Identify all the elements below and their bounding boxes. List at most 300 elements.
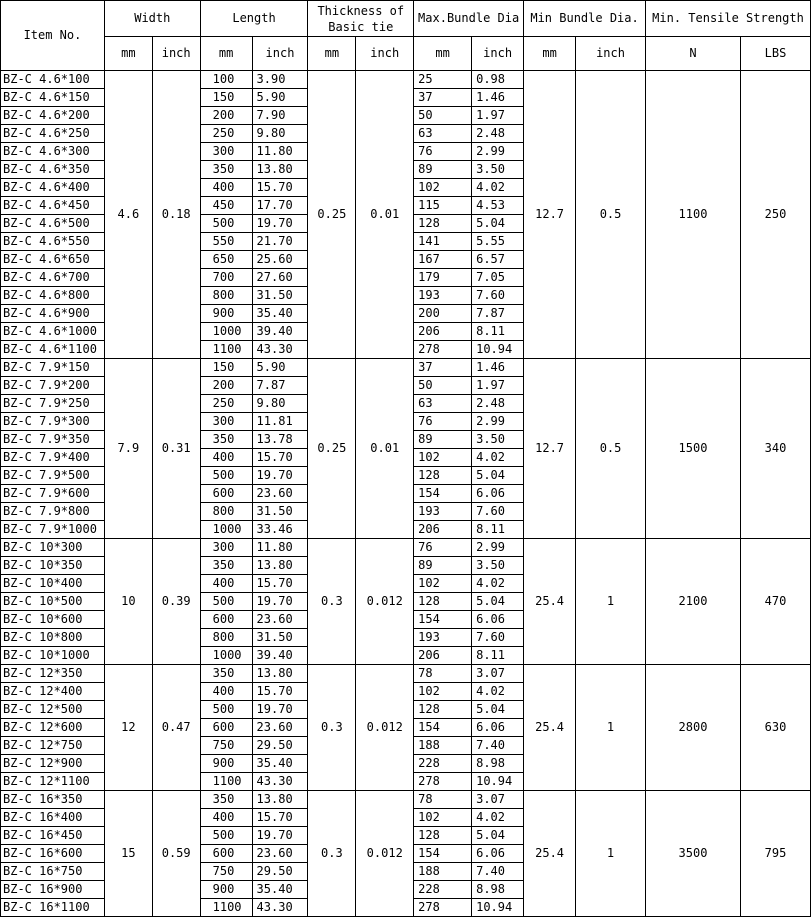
min-bundle-inch-cell: 1 bbox=[576, 665, 646, 791]
max-bundle-inch-cell: 4.02 bbox=[472, 809, 524, 827]
length-mm-cell: 750 bbox=[200, 737, 252, 755]
header-thickness: Thickness of Basic tie bbox=[308, 1, 414, 37]
item-no-cell: BZ-C 7.9*1000 bbox=[1, 521, 105, 539]
max-bundle-inch-cell: 7.40 bbox=[472, 863, 524, 881]
item-no-cell: BZ-C 12*350 bbox=[1, 665, 105, 683]
max-bundle-inch-cell: 10.94 bbox=[472, 899, 524, 917]
table-row bbox=[1, 71, 811, 89]
length-inch-cell: 13.80 bbox=[252, 557, 308, 575]
max-bundle-mm-cell: 154 bbox=[414, 611, 472, 629]
max-bundle-inch-cell: 5.04 bbox=[472, 701, 524, 719]
length-mm-cell: 350 bbox=[200, 557, 252, 575]
length-inch-cell: 23.60 bbox=[252, 611, 308, 629]
width-mm-cell: 7.9 bbox=[104, 359, 152, 539]
max-bundle-inch-cell: 2.99 bbox=[472, 413, 524, 431]
max-bundle-inch-cell: 3.50 bbox=[472, 161, 524, 179]
max-bundle-mm-cell: 193 bbox=[414, 629, 472, 647]
length-inch-cell: 5.90 bbox=[252, 359, 308, 377]
length-inch-cell: 39.40 bbox=[252, 323, 308, 341]
max-bundle-inch-cell: 6.06 bbox=[472, 611, 524, 629]
max-bundle-inch-cell: 5.04 bbox=[472, 827, 524, 845]
unit-thickness-inch: inch bbox=[356, 37, 414, 71]
length-inch-cell: 19.70 bbox=[252, 593, 308, 611]
tensile-lbs-cell: 250 bbox=[740, 71, 810, 359]
length-inch-cell: 33.46 bbox=[252, 521, 308, 539]
max-bundle-mm-cell: 206 bbox=[414, 647, 472, 665]
item-no-cell: BZ-C 4.6*100 bbox=[1, 71, 105, 89]
max-bundle-mm-cell: 76 bbox=[414, 539, 472, 557]
max-bundle-mm-cell: 63 bbox=[414, 125, 472, 143]
table-row bbox=[1, 539, 811, 557]
max-bundle-mm-cell: 128 bbox=[414, 467, 472, 485]
unit-min-bundle-inch: inch bbox=[576, 37, 646, 71]
length-inch-cell: 31.50 bbox=[252, 629, 308, 647]
item-no-cell: BZ-C 7.9*150 bbox=[1, 359, 105, 377]
max-bundle-mm-cell: 76 bbox=[414, 143, 472, 161]
thickness-inch-cell: 0.01 bbox=[356, 71, 414, 359]
length-inch-cell: 13.80 bbox=[252, 161, 308, 179]
length-mm-cell: 500 bbox=[200, 827, 252, 845]
max-bundle-mm-cell: 188 bbox=[414, 863, 472, 881]
max-bundle-inch-cell: 3.50 bbox=[472, 431, 524, 449]
tensile-n-cell: 3500 bbox=[646, 791, 741, 917]
max-bundle-mm-cell: 193 bbox=[414, 287, 472, 305]
min-bundle-inch-cell: 1 bbox=[576, 539, 646, 665]
length-mm-cell: 600 bbox=[200, 845, 252, 863]
length-inch-cell: 15.70 bbox=[252, 683, 308, 701]
length-inch-cell: 19.70 bbox=[252, 467, 308, 485]
header-min-bundle-dia: Min Bundle Dia. bbox=[524, 1, 646, 37]
thickness-mm-cell: 0.3 bbox=[308, 539, 356, 665]
unit-max-bundle-mm: mm bbox=[414, 37, 472, 71]
min-bundle-inch-cell: 0.5 bbox=[576, 359, 646, 539]
max-bundle-inch-cell: 1.97 bbox=[472, 377, 524, 395]
max-bundle-mm-cell: 141 bbox=[414, 233, 472, 251]
max-bundle-mm-cell: 102 bbox=[414, 809, 472, 827]
item-no-cell: BZ-C 10*300 bbox=[1, 539, 105, 557]
width-mm-cell: 10 bbox=[104, 539, 152, 665]
max-bundle-inch-cell: 8.98 bbox=[472, 755, 524, 773]
tensile-lbs-cell: 795 bbox=[740, 791, 810, 917]
min-bundle-mm-cell: 25.4 bbox=[524, 539, 576, 665]
length-mm-cell: 400 bbox=[200, 575, 252, 593]
length-inch-cell: 15.70 bbox=[252, 575, 308, 593]
length-mm-cell: 200 bbox=[200, 377, 252, 395]
max-bundle-mm-cell: 37 bbox=[414, 89, 472, 107]
length-mm-cell: 1100 bbox=[200, 341, 252, 359]
max-bundle-inch-cell: 4.02 bbox=[472, 683, 524, 701]
item-no-cell: BZ-C 10*800 bbox=[1, 629, 105, 647]
header-min-tensile-strength: Min. Tensile Strength bbox=[646, 1, 811, 37]
item-no-cell: BZ-C 7.9*400 bbox=[1, 449, 105, 467]
tensile-n-cell: 1500 bbox=[646, 359, 741, 539]
length-inch-cell: 15.70 bbox=[252, 179, 308, 197]
max-bundle-mm-cell: 50 bbox=[414, 377, 472, 395]
item-no-cell: BZ-C 16*1100 bbox=[1, 899, 105, 917]
item-no-cell: BZ-C 7.9*500 bbox=[1, 467, 105, 485]
length-mm-cell: 600 bbox=[200, 719, 252, 737]
width-mm-cell: 15 bbox=[104, 791, 152, 917]
length-inch-cell: 29.50 bbox=[252, 863, 308, 881]
thickness-mm-cell: 0.25 bbox=[308, 359, 356, 539]
header-max-bundle-dia: Max.Bundle Dia bbox=[414, 1, 524, 37]
length-inch-cell: 11.81 bbox=[252, 413, 308, 431]
max-bundle-mm-cell: 228 bbox=[414, 881, 472, 899]
length-mm-cell: 100 bbox=[200, 71, 252, 89]
item-no-cell: BZ-C 7.9*350 bbox=[1, 431, 105, 449]
max-bundle-mm-cell: 102 bbox=[414, 449, 472, 467]
item-no-cell: BZ-C 4.6*300 bbox=[1, 143, 105, 161]
length-inch-cell: 39.40 bbox=[252, 647, 308, 665]
min-bundle-mm-cell: 12.7 bbox=[524, 71, 576, 359]
max-bundle-inch-cell: 5.04 bbox=[472, 215, 524, 233]
min-bundle-inch-cell: 1 bbox=[576, 791, 646, 917]
table-row bbox=[1, 791, 811, 809]
length-inch-cell: 7.90 bbox=[252, 107, 308, 125]
width-mm-cell: 4.6 bbox=[104, 71, 152, 359]
length-mm-cell: 800 bbox=[200, 287, 252, 305]
item-no-cell: BZ-C 4.6*150 bbox=[1, 89, 105, 107]
item-no-cell: BZ-C 12*1100 bbox=[1, 773, 105, 791]
length-mm-cell: 1100 bbox=[200, 899, 252, 917]
item-no-cell: BZ-C 12*400 bbox=[1, 683, 105, 701]
length-mm-cell: 1000 bbox=[200, 323, 252, 341]
item-no-cell: BZ-C 12*600 bbox=[1, 719, 105, 737]
length-inch-cell: 43.30 bbox=[252, 341, 308, 359]
length-mm-cell: 900 bbox=[200, 305, 252, 323]
max-bundle-inch-cell: 5.04 bbox=[472, 593, 524, 611]
item-no-cell: BZ-C 7.9*800 bbox=[1, 503, 105, 521]
thickness-mm-cell: 0.3 bbox=[308, 791, 356, 917]
length-inch-cell: 9.80 bbox=[252, 395, 308, 413]
max-bundle-inch-cell: 7.40 bbox=[472, 737, 524, 755]
tensile-n-cell: 2800 bbox=[646, 665, 741, 791]
length-mm-cell: 250 bbox=[200, 125, 252, 143]
max-bundle-mm-cell: 128 bbox=[414, 827, 472, 845]
length-mm-cell: 350 bbox=[200, 431, 252, 449]
length-inch-cell: 13.80 bbox=[252, 791, 308, 809]
max-bundle-mm-cell: 63 bbox=[414, 395, 472, 413]
max-bundle-mm-cell: 102 bbox=[414, 575, 472, 593]
item-no-cell: BZ-C 4.6*1000 bbox=[1, 323, 105, 341]
length-mm-cell: 800 bbox=[200, 503, 252, 521]
max-bundle-mm-cell: 25 bbox=[414, 71, 472, 89]
max-bundle-mm-cell: 228 bbox=[414, 755, 472, 773]
item-no-cell: BZ-C 4.6*500 bbox=[1, 215, 105, 233]
length-mm-cell: 350 bbox=[200, 161, 252, 179]
min-bundle-inch-cell: 0.5 bbox=[576, 71, 646, 359]
max-bundle-inch-cell: 8.11 bbox=[472, 647, 524, 665]
max-bundle-inch-cell: 4.02 bbox=[472, 179, 524, 197]
length-mm-cell: 550 bbox=[200, 233, 252, 251]
unit-length-mm: mm bbox=[200, 37, 252, 71]
item-no-cell: BZ-C 4.6*700 bbox=[1, 269, 105, 287]
unit-tensile-lbs: LBS bbox=[740, 37, 810, 71]
item-no-cell: BZ-C 4.6*1100 bbox=[1, 341, 105, 359]
length-inch-cell: 23.60 bbox=[252, 719, 308, 737]
thickness-inch-cell: 0.012 bbox=[356, 539, 414, 665]
max-bundle-mm-cell: 167 bbox=[414, 251, 472, 269]
max-bundle-mm-cell: 128 bbox=[414, 701, 472, 719]
length-inch-cell: 13.78 bbox=[252, 431, 308, 449]
max-bundle-mm-cell: 154 bbox=[414, 845, 472, 863]
length-inch-cell: 21.70 bbox=[252, 233, 308, 251]
max-bundle-inch-cell: 1.97 bbox=[472, 107, 524, 125]
length-mm-cell: 500 bbox=[200, 215, 252, 233]
length-mm-cell: 750 bbox=[200, 863, 252, 881]
item-no-cell: BZ-C 4.6*400 bbox=[1, 179, 105, 197]
length-mm-cell: 900 bbox=[200, 755, 252, 773]
item-no-cell: BZ-C 4.6*350 bbox=[1, 161, 105, 179]
item-no-cell: BZ-C 10*400 bbox=[1, 575, 105, 593]
max-bundle-mm-cell: 188 bbox=[414, 737, 472, 755]
unit-tensile-n: N bbox=[646, 37, 741, 71]
max-bundle-inch-cell: 8.98 bbox=[472, 881, 524, 899]
length-inch-cell: 23.60 bbox=[252, 845, 308, 863]
length-inch-cell: 43.30 bbox=[252, 773, 308, 791]
item-no-cell: BZ-C 16*450 bbox=[1, 827, 105, 845]
max-bundle-mm-cell: 78 bbox=[414, 791, 472, 809]
max-bundle-mm-cell: 78 bbox=[414, 665, 472, 683]
length-mm-cell: 350 bbox=[200, 665, 252, 683]
item-no-cell: BZ-C 7.9*250 bbox=[1, 395, 105, 413]
length-inch-cell: 35.40 bbox=[252, 305, 308, 323]
item-no-cell: BZ-C 12*500 bbox=[1, 701, 105, 719]
max-bundle-mm-cell: 37 bbox=[414, 359, 472, 377]
max-bundle-mm-cell: 128 bbox=[414, 215, 472, 233]
tensile-lbs-cell: 630 bbox=[740, 665, 810, 791]
max-bundle-mm-cell: 278 bbox=[414, 773, 472, 791]
unit-min-bundle-mm: mm bbox=[524, 37, 576, 71]
length-inch-cell: 3.90 bbox=[252, 71, 308, 89]
width-mm-cell: 12 bbox=[104, 665, 152, 791]
length-mm-cell: 1100 bbox=[200, 773, 252, 791]
max-bundle-mm-cell: 206 bbox=[414, 323, 472, 341]
thickness-mm-cell: 0.25 bbox=[308, 71, 356, 359]
item-no-cell: BZ-C 7.9*300 bbox=[1, 413, 105, 431]
item-no-cell: BZ-C 16*750 bbox=[1, 863, 105, 881]
thickness-inch-cell: 0.012 bbox=[356, 791, 414, 917]
length-mm-cell: 1000 bbox=[200, 521, 252, 539]
max-bundle-mm-cell: 102 bbox=[414, 179, 472, 197]
length-inch-cell: 29.50 bbox=[252, 737, 308, 755]
max-bundle-inch-cell: 2.99 bbox=[472, 143, 524, 161]
tensile-n-cell: 1100 bbox=[646, 71, 741, 359]
length-inch-cell: 31.50 bbox=[252, 287, 308, 305]
max-bundle-inch-cell: 7.60 bbox=[472, 287, 524, 305]
max-bundle-mm-cell: 278 bbox=[414, 341, 472, 359]
tensile-lbs-cell: 340 bbox=[740, 359, 810, 539]
item-no-cell: BZ-C 4.6*450 bbox=[1, 197, 105, 215]
length-mm-cell: 300 bbox=[200, 413, 252, 431]
max-bundle-inch-cell: 4.02 bbox=[472, 575, 524, 593]
unit-max-bundle-inch: inch bbox=[472, 37, 524, 71]
max-bundle-inch-cell: 1.46 bbox=[472, 359, 524, 377]
max-bundle-mm-cell: 115 bbox=[414, 197, 472, 215]
unit-width-mm: mm bbox=[104, 37, 152, 71]
tensile-n-cell: 2100 bbox=[646, 539, 741, 665]
length-inch-cell: 31.50 bbox=[252, 503, 308, 521]
thickness-inch-cell: 0.012 bbox=[356, 665, 414, 791]
length-inch-cell: 13.80 bbox=[252, 665, 308, 683]
width-inch-cell: 0.39 bbox=[152, 539, 200, 665]
item-no-cell: BZ-C 10*500 bbox=[1, 593, 105, 611]
max-bundle-mm-cell: 154 bbox=[414, 719, 472, 737]
length-inch-cell: 11.80 bbox=[252, 539, 308, 557]
max-bundle-inch-cell: 5.55 bbox=[472, 233, 524, 251]
max-bundle-inch-cell: 5.04 bbox=[472, 467, 524, 485]
width-inch-cell: 0.47 bbox=[152, 665, 200, 791]
max-bundle-inch-cell: 3.07 bbox=[472, 791, 524, 809]
length-inch-cell: 25.60 bbox=[252, 251, 308, 269]
max-bundle-mm-cell: 179 bbox=[414, 269, 472, 287]
item-no-cell: BZ-C 4.6*800 bbox=[1, 287, 105, 305]
length-mm-cell: 600 bbox=[200, 485, 252, 503]
length-mm-cell: 400 bbox=[200, 809, 252, 827]
max-bundle-inch-cell: 2.48 bbox=[472, 125, 524, 143]
tensile-lbs-cell: 470 bbox=[740, 539, 810, 665]
max-bundle-inch-cell: 7.87 bbox=[472, 305, 524, 323]
max-bundle-inch-cell: 7.05 bbox=[472, 269, 524, 287]
max-bundle-mm-cell: 89 bbox=[414, 431, 472, 449]
min-bundle-mm-cell: 25.4 bbox=[524, 665, 576, 791]
length-mm-cell: 900 bbox=[200, 881, 252, 899]
width-inch-cell: 0.18 bbox=[152, 71, 200, 359]
max-bundle-mm-cell: 76 bbox=[414, 413, 472, 431]
item-no-cell: BZ-C 16*600 bbox=[1, 845, 105, 863]
length-mm-cell: 500 bbox=[200, 467, 252, 485]
length-inch-cell: 15.70 bbox=[252, 449, 308, 467]
table-row bbox=[1, 359, 811, 377]
length-inch-cell: 7.87 bbox=[252, 377, 308, 395]
length-mm-cell: 400 bbox=[200, 683, 252, 701]
max-bundle-inch-cell: 10.94 bbox=[472, 341, 524, 359]
max-bundle-mm-cell: 102 bbox=[414, 683, 472, 701]
item-no-cell: BZ-C 10*600 bbox=[1, 611, 105, 629]
header-item-no: Item No. bbox=[1, 1, 105, 71]
max-bundle-inch-cell: 6.06 bbox=[472, 485, 524, 503]
length-inch-cell: 17.70 bbox=[252, 197, 308, 215]
max-bundle-inch-cell: 4.02 bbox=[472, 449, 524, 467]
max-bundle-inch-cell: 4.53 bbox=[472, 197, 524, 215]
max-bundle-mm-cell: 206 bbox=[414, 521, 472, 539]
length-inch-cell: 19.70 bbox=[252, 215, 308, 233]
table-row bbox=[1, 665, 811, 683]
max-bundle-mm-cell: 89 bbox=[414, 557, 472, 575]
max-bundle-inch-cell: 7.60 bbox=[472, 629, 524, 647]
max-bundle-mm-cell: 154 bbox=[414, 485, 472, 503]
length-inch-cell: 35.40 bbox=[252, 755, 308, 773]
max-bundle-inch-cell: 6.06 bbox=[472, 845, 524, 863]
max-bundle-mm-cell: 89 bbox=[414, 161, 472, 179]
length-mm-cell: 700 bbox=[200, 269, 252, 287]
length-inch-cell: 9.80 bbox=[252, 125, 308, 143]
length-mm-cell: 500 bbox=[200, 593, 252, 611]
length-mm-cell: 350 bbox=[200, 791, 252, 809]
length-mm-cell: 150 bbox=[200, 359, 252, 377]
unit-length-inch: inch bbox=[252, 37, 308, 71]
item-no-cell: BZ-C 10*1000 bbox=[1, 647, 105, 665]
max-bundle-inch-cell: 1.46 bbox=[472, 89, 524, 107]
length-mm-cell: 300 bbox=[200, 539, 252, 557]
item-no-cell: BZ-C 16*400 bbox=[1, 809, 105, 827]
item-no-cell: BZ-C 16*350 bbox=[1, 791, 105, 809]
max-bundle-inch-cell: 6.57 bbox=[472, 251, 524, 269]
max-bundle-mm-cell: 50 bbox=[414, 107, 472, 125]
length-mm-cell: 400 bbox=[200, 449, 252, 467]
max-bundle-inch-cell: 7.60 bbox=[472, 503, 524, 521]
unit-width-inch: inch bbox=[152, 37, 200, 71]
item-no-cell: BZ-C 7.9*200 bbox=[1, 377, 105, 395]
max-bundle-mm-cell: 193 bbox=[414, 503, 472, 521]
length-mm-cell: 600 bbox=[200, 611, 252, 629]
length-mm-cell: 500 bbox=[200, 701, 252, 719]
item-no-cell: BZ-C 4.6*650 bbox=[1, 251, 105, 269]
length-inch-cell: 23.60 bbox=[252, 485, 308, 503]
thickness-mm-cell: 0.3 bbox=[308, 665, 356, 791]
length-inch-cell: 15.70 bbox=[252, 809, 308, 827]
length-mm-cell: 400 bbox=[200, 179, 252, 197]
item-no-cell: BZ-C 4.6*200 bbox=[1, 107, 105, 125]
max-bundle-inch-cell: 2.48 bbox=[472, 395, 524, 413]
length-inch-cell: 27.60 bbox=[252, 269, 308, 287]
length-mm-cell: 250 bbox=[200, 395, 252, 413]
item-no-cell: BZ-C 4.6*900 bbox=[1, 305, 105, 323]
max-bundle-inch-cell: 0.98 bbox=[472, 71, 524, 89]
max-bundle-mm-cell: 200 bbox=[414, 305, 472, 323]
length-mm-cell: 200 bbox=[200, 107, 252, 125]
length-mm-cell: 450 bbox=[200, 197, 252, 215]
width-inch-cell: 0.31 bbox=[152, 359, 200, 539]
length-inch-cell: 5.90 bbox=[252, 89, 308, 107]
max-bundle-mm-cell: 128 bbox=[414, 593, 472, 611]
min-bundle-mm-cell: 25.4 bbox=[524, 791, 576, 917]
length-mm-cell: 300 bbox=[200, 143, 252, 161]
length-inch-cell: 19.70 bbox=[252, 701, 308, 719]
max-bundle-inch-cell: 8.11 bbox=[472, 521, 524, 539]
max-bundle-mm-cell: 278 bbox=[414, 899, 472, 917]
length-mm-cell: 800 bbox=[200, 629, 252, 647]
length-mm-cell: 150 bbox=[200, 89, 252, 107]
length-mm-cell: 650 bbox=[200, 251, 252, 269]
header-width: Width bbox=[104, 1, 200, 37]
item-no-cell: BZ-C 12*750 bbox=[1, 737, 105, 755]
max-bundle-inch-cell: 2.99 bbox=[472, 539, 524, 557]
thickness-inch-cell: 0.01 bbox=[356, 359, 414, 539]
length-inch-cell: 35.40 bbox=[252, 881, 308, 899]
item-no-cell: BZ-C 10*350 bbox=[1, 557, 105, 575]
length-inch-cell: 11.80 bbox=[252, 143, 308, 161]
length-inch-cell: 43.30 bbox=[252, 899, 308, 917]
item-no-cell: BZ-C 16*900 bbox=[1, 881, 105, 899]
max-bundle-inch-cell: 6.06 bbox=[472, 719, 524, 737]
max-bundle-inch-cell: 10.94 bbox=[472, 773, 524, 791]
item-no-cell: BZ-C 4.6*550 bbox=[1, 233, 105, 251]
spec-table-body bbox=[1, 71, 811, 917]
unit-thickness-mm: mm bbox=[308, 37, 356, 71]
max-bundle-inch-cell: 3.50 bbox=[472, 557, 524, 575]
max-bundle-inch-cell: 8.11 bbox=[472, 323, 524, 341]
item-no-cell: BZ-C 12*900 bbox=[1, 755, 105, 773]
length-mm-cell: 1000 bbox=[200, 647, 252, 665]
item-no-cell: BZ-C 7.9*600 bbox=[1, 485, 105, 503]
header-length: Length bbox=[200, 1, 308, 37]
min-bundle-mm-cell: 12.7 bbox=[524, 359, 576, 539]
length-inch-cell: 19.70 bbox=[252, 827, 308, 845]
width-inch-cell: 0.59 bbox=[152, 791, 200, 917]
item-no-cell: BZ-C 4.6*250 bbox=[1, 125, 105, 143]
max-bundle-inch-cell: 3.07 bbox=[472, 665, 524, 683]
